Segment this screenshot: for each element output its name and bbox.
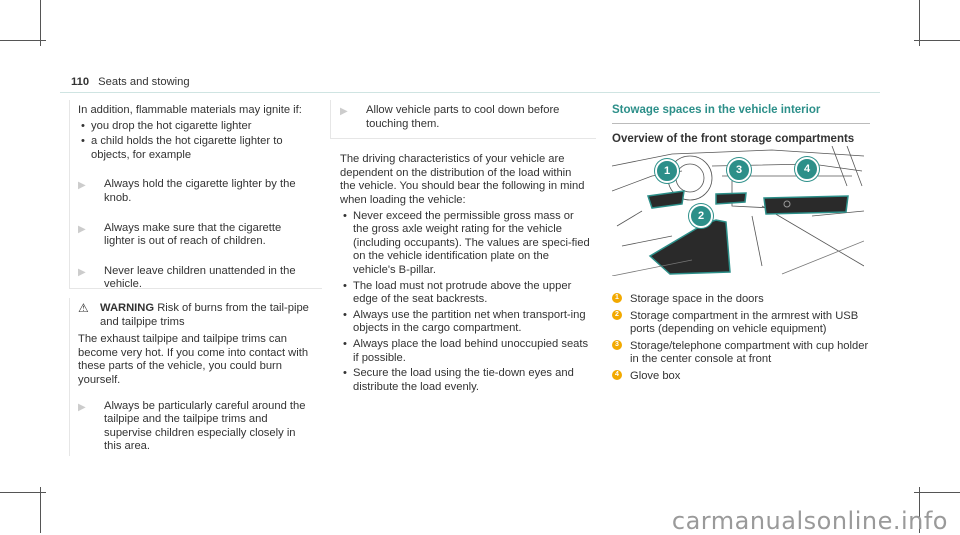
crop-mark — [0, 40, 46, 41]
arrow-icon: ▶ — [340, 106, 348, 117]
section-name: Seats and stowing — [98, 76, 190, 88]
page-number: 110 — [71, 76, 90, 88]
crop-mark — [914, 492, 960, 493]
callout-4: 4 — [795, 157, 819, 181]
legend-item: 2 Storage compartment in the armrest with USB ports (depending on vehicle equipment) — [612, 310, 870, 337]
arrow-icon: ▶ — [78, 401, 86, 413]
right-column — [612, 104, 870, 146]
list-item: • Always use the partition net when transport-ing objects in the cargo compartment. — [343, 308, 586, 335]
legend-number: 2 — [612, 310, 622, 320]
arrow-icon: ▶ — [78, 266, 86, 278]
warning-body: The exhaust tailpipe and tailpipe trims can become very hot. If you come into contact with these parts of the vehicle, you could burn yourself. — [78, 333, 309, 386]
legend-item: 1 Storage space in the doors — [612, 293, 870, 307]
list-item: • Secure the load using the tie-down eyes and distribute the load evenly. — [343, 367, 574, 393]
list-item: • The load must not protrude above the upper edge of the seat backrests. — [343, 279, 572, 306]
section-title: Stowage spaces in the vehicle interior — [612, 104, 821, 116]
middle-column — [340, 104, 590, 394]
intro-text: In addition, flammable materials may ignite if: — [78, 104, 302, 116]
tip-item: ▶ Always make sure that the cigarette lighter is out of reach of children. — [78, 221, 282, 248]
title-rule — [612, 123, 870, 124]
legend-number: 4 — [612, 370, 622, 380]
warning-section — [78, 302, 314, 454]
left-column-top — [78, 104, 310, 292]
callout-1: 1 — [655, 159, 679, 183]
tip-item: ▶ Never leave children unattended in the vehicle. — [78, 264, 296, 291]
crop-mark — [0, 492, 46, 493]
crop-mark — [914, 40, 960, 41]
warning-risk: Risk of burns from the tail-pipe and tailpipe trims — [100, 302, 309, 328]
list-item: • Never exceed the permissible gross mass or the gross axle weight rating for the vehicle (including occupants). The values are speci-fied on the vehicle identification plate on the vehicle's B-pillar. — [343, 209, 590, 276]
list-item: • you drop the hot cigarette lighter — [81, 119, 252, 132]
subtitle: Overview of the front storage compartments — [612, 132, 855, 145]
page-header — [71, 76, 190, 90]
callout-2: 2 — [689, 204, 713, 228]
header-rule — [60, 92, 880, 93]
arrow-icon: ▶ — [78, 223, 86, 235]
arrow-icon: ▶ — [78, 180, 86, 192]
legend-number: 1 — [612, 293, 622, 303]
warning-icon: ⚠ — [78, 301, 89, 315]
callout-3: 3 — [727, 158, 751, 182]
legend — [612, 290, 870, 384]
legend-item: 3 Storage/telephone compartment with cup holder in the center console at front — [612, 340, 870, 367]
load-paragraph: The driving characteristics of your vehicle are dependent on the distribution of the load within the vehicle. You should bear the following in mind when loading the vehicle: — [340, 153, 585, 206]
tip-item: ▶ Allow vehicle parts to cool down before touching them. — [340, 104, 560, 130]
list-item: • a child holds the hot cigarette lighter to objects, for example — [81, 135, 283, 161]
list-item: • Always place the load behind unoccupied seats if possible. — [343, 337, 589, 364]
warning-label: WARNING — [100, 302, 155, 314]
tip-item: ▶ Always be particularly careful around the tailpipe and the tailpipe trims and supervise children especially closely in this area. — [78, 399, 306, 453]
tip-item: ▶ Always hold the cigarette lighter by the knob. — [78, 178, 296, 204]
legend-number: 3 — [612, 340, 622, 350]
crop-mark — [40, 487, 41, 533]
watermark: carmanualsonline.info — [671, 507, 948, 535]
legend-item: 4 Glove box — [612, 370, 870, 384]
